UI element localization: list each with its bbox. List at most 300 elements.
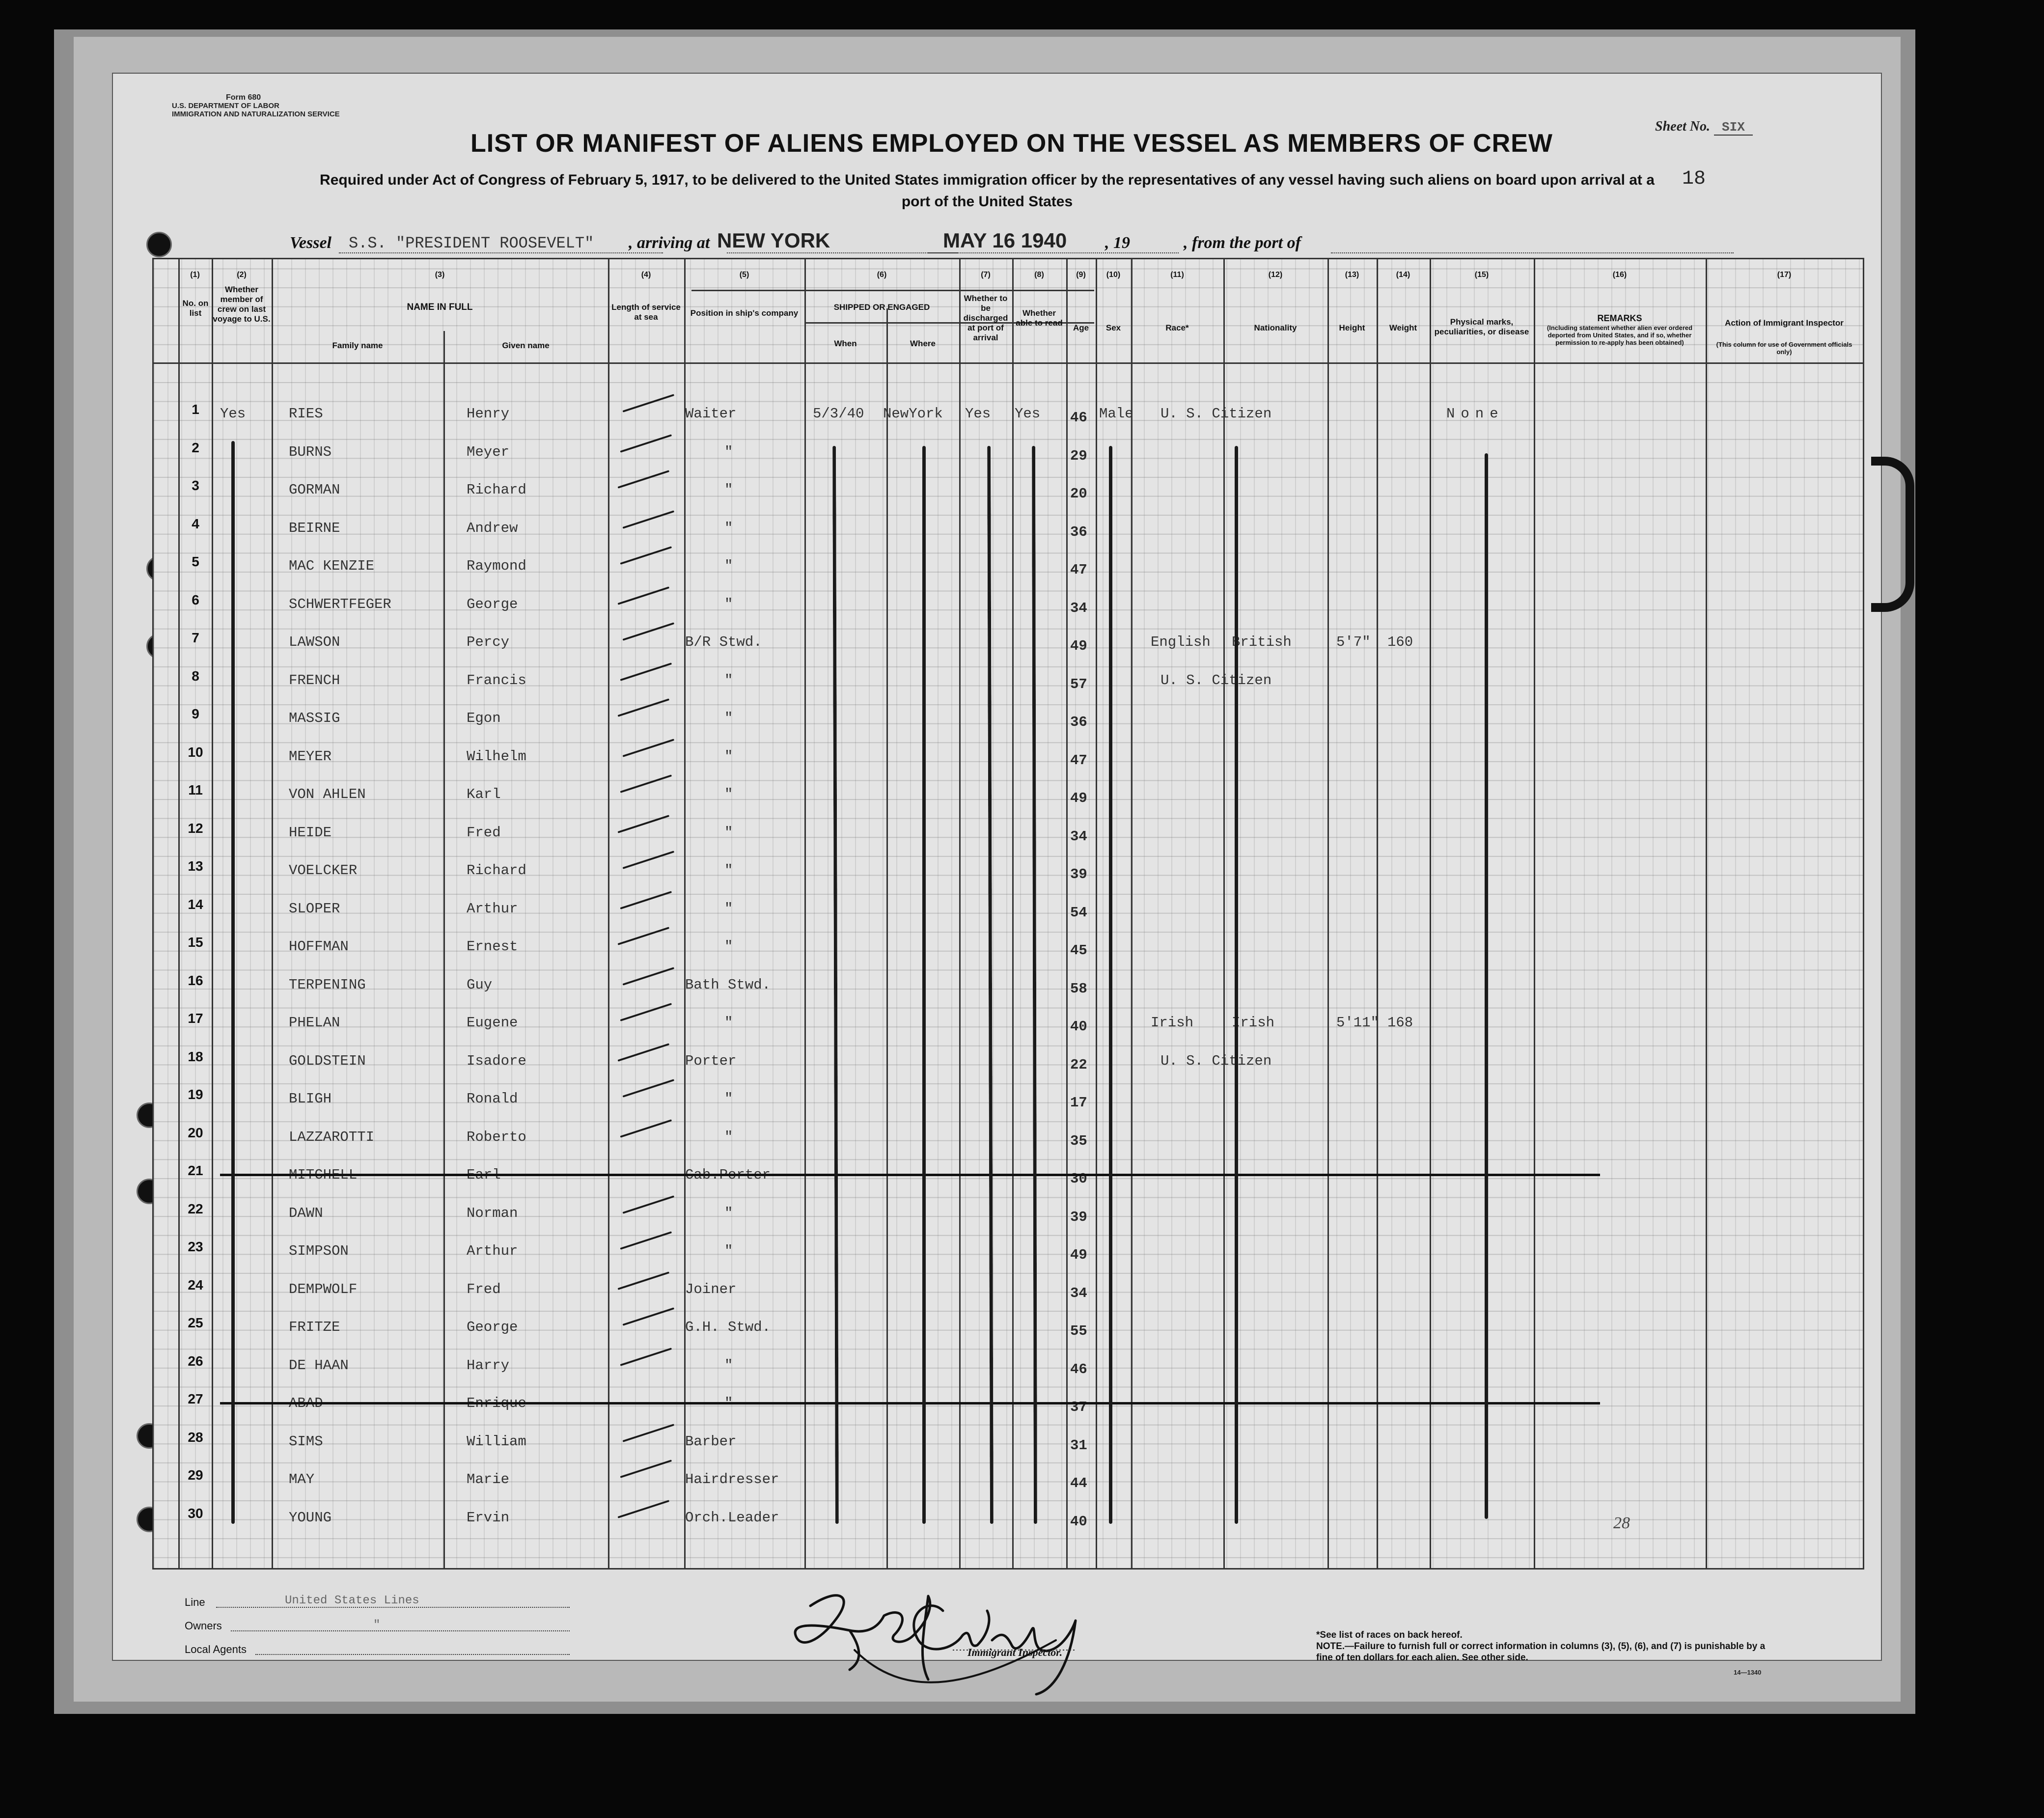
age: 30 — [1070, 1171, 1087, 1187]
family-name: SLOPER — [289, 900, 340, 917]
form-number: Form 680 — [226, 93, 261, 102]
ditto-line-voyage — [231, 441, 235, 1524]
col17-number: (17) — [1777, 271, 1792, 279]
age: 54 — [1070, 904, 1087, 921]
given-name: Isadore — [467, 1052, 526, 1069]
row-strikethrough — [220, 1402, 1600, 1405]
given-name: Fred — [467, 824, 501, 841]
family-name: MITCHELL — [289, 1167, 358, 1183]
race: U. S. Citizen — [1160, 672, 1272, 689]
column-divider — [443, 331, 445, 1568]
position: " — [724, 482, 733, 498]
family-name: DEMPWOLF — [289, 1281, 358, 1297]
service: IMMIGRATION AND NATURALIZATION SERVICE — [172, 110, 340, 118]
position: G.H. Stwd. — [685, 1319, 771, 1335]
year-label: , 19 — [1105, 234, 1130, 252]
column-divider — [178, 259, 180, 1568]
inspector-signature — [781, 1576, 1095, 1704]
col2-number: (2) — [237, 271, 247, 279]
col5-number: (5) — [739, 271, 749, 279]
age: 44 — [1070, 1475, 1087, 1491]
race: U. S. Citizen — [1160, 406, 1272, 422]
page-number: 18 — [1682, 168, 1706, 190]
family-name: GOLDSTEIN — [289, 1052, 366, 1069]
column-divider — [959, 259, 961, 1568]
family-name: PHELAN — [289, 1015, 340, 1031]
position: Porter — [685, 1052, 737, 1069]
column-divider — [1706, 259, 1707, 1568]
position: " — [724, 1091, 733, 1107]
position: " — [724, 938, 733, 955]
given-name: Enrique — [467, 1395, 526, 1411]
row-number: 15 — [188, 935, 203, 950]
row-number: 21 — [188, 1163, 203, 1178]
family-name: LAZZAROTTI — [289, 1129, 375, 1145]
given-name: George — [467, 1319, 518, 1335]
position: " — [724, 824, 733, 841]
service-tick-mark — [620, 546, 672, 565]
position: Waiter — [685, 406, 737, 422]
position: " — [724, 596, 733, 612]
position: Hairdresser — [685, 1471, 779, 1487]
service-tick-mark — [617, 1271, 669, 1290]
col3-family-header: Family name — [332, 341, 383, 350]
arrival-port: NEW YORK — [717, 229, 830, 252]
service-tick-mark — [617, 698, 669, 717]
penalty-note: NOTE.—Failure to furnish full or correct information in columns (3), (5), (6), and (7) is punishable by a fine of ten dollars for each alien. See other side. — [1316, 1641, 1766, 1663]
col16-header: REMARKS — [1597, 313, 1642, 323]
col6-where-header: Where — [910, 339, 936, 348]
row-number: 30 — [188, 1505, 203, 1521]
family-name: LAWSON — [289, 634, 340, 650]
service-tick-mark — [622, 1079, 674, 1098]
service-tick-mark — [617, 1500, 669, 1518]
given-name: Eugene — [467, 1015, 518, 1031]
family-name: DAWN — [289, 1205, 323, 1221]
col8-number: (8) — [1034, 271, 1044, 279]
age: 49 — [1070, 790, 1087, 806]
vessel-line — [290, 226, 1763, 255]
height: 5'11" — [1336, 1015, 1380, 1031]
position: " — [724, 1243, 733, 1259]
ditto-line-marks — [1485, 453, 1488, 1519]
family-name: BLIGH — [289, 1091, 332, 1107]
given-name: Earl — [467, 1167, 501, 1183]
shipped-when: 5/3/40 — [813, 406, 864, 422]
given-name: Guy — [467, 976, 493, 993]
family-name: MASSIG — [289, 710, 340, 726]
given-name: Marie — [467, 1471, 510, 1487]
family-name: TERPENING — [289, 976, 366, 993]
manifest-table — [152, 258, 1864, 1570]
nationality: Irish — [1232, 1015, 1275, 1031]
given-name: Wilhelm — [467, 748, 526, 765]
row-number: 9 — [192, 706, 199, 721]
row-number: 13 — [188, 858, 203, 874]
position: Barber — [685, 1433, 737, 1450]
form-identifier — [172, 93, 340, 118]
col9-number: (9) — [1076, 271, 1086, 279]
col12-number: (12) — [1268, 271, 1283, 279]
col16-note: (Including statement whether alien ever ordered deported from United States, and if so, whether permission to re-apply has been obtained) — [1547, 324, 1693, 346]
given-name: Roberto — [467, 1129, 526, 1145]
physical-marks: None — [1446, 406, 1504, 422]
row-number: 1 — [192, 402, 199, 417]
age: 46 — [1070, 410, 1087, 426]
col5-header: Position in ship's company — [690, 308, 799, 318]
ditto-line-sex — [1109, 446, 1112, 1524]
age: 40 — [1070, 1019, 1087, 1035]
port-line — [727, 252, 958, 253]
col7-number: (7) — [981, 271, 991, 279]
owners-value: " — [373, 1619, 381, 1632]
given-name: Arthur — [467, 1243, 518, 1259]
position: " — [724, 558, 733, 574]
position: " — [724, 710, 733, 726]
position: " — [724, 520, 733, 536]
col12-header: Nationality — [1254, 323, 1297, 332]
row-number: 22 — [188, 1201, 203, 1216]
service-tick-mark — [617, 927, 669, 945]
sheet-value: SIX — [1714, 120, 1753, 136]
position: " — [724, 786, 733, 802]
column-divider — [272, 259, 273, 1568]
column-divider — [608, 259, 609, 1568]
column-divider — [1327, 259, 1329, 1568]
column-divider — [212, 259, 213, 1568]
age: 39 — [1070, 866, 1087, 882]
family-name: GORMAN — [289, 482, 340, 498]
col7-header: Whether to be discharged at port of arrival — [963, 294, 1008, 342]
col10-number: (10) — [1106, 271, 1121, 279]
footer-note — [1316, 1629, 1773, 1663]
age: 36 — [1070, 714, 1087, 730]
age: 29 — [1070, 447, 1087, 464]
year-line — [1134, 252, 1179, 253]
row-number: 16 — [188, 972, 203, 988]
row-number: 27 — [188, 1391, 203, 1406]
age: 37 — [1070, 1399, 1087, 1415]
family-name: DE HAAN — [289, 1357, 349, 1374]
service-tick-mark — [622, 510, 674, 529]
family-name: VON AHLEN — [289, 786, 366, 802]
line-value: United States Lines — [285, 1594, 419, 1607]
vessel-name: S.S. "PRESIDENT ROOSEVELT" — [349, 234, 594, 252]
race: English — [1151, 634, 1211, 650]
service-tick-mark — [620, 662, 672, 681]
age: 49 — [1070, 638, 1087, 654]
ditto-line-read — [1032, 446, 1037, 1524]
position: " — [724, 1015, 733, 1031]
service-tick-mark — [620, 1119, 672, 1138]
service-tick-mark — [617, 586, 669, 605]
position: " — [724, 1129, 733, 1145]
binder-clip — [1871, 457, 1914, 612]
col10-header: Sex — [1105, 323, 1121, 332]
col17-header: Action of Immigrant Inspector — [1725, 318, 1844, 328]
age: 49 — [1070, 1247, 1087, 1263]
service-tick-mark — [620, 891, 672, 909]
race: Irish — [1151, 1015, 1194, 1031]
voyage-cell: Yes — [220, 406, 246, 422]
service-tick-mark — [620, 1231, 672, 1250]
arriving-label: , arriving at — [629, 234, 710, 252]
row-number: 12 — [188, 820, 203, 836]
given-name: George — [467, 596, 518, 612]
service-tick-mark — [620, 434, 672, 453]
age: 57 — [1070, 676, 1087, 692]
column-divider — [1131, 259, 1132, 1568]
sheet-number — [1655, 119, 1753, 135]
service-tick-mark — [617, 1043, 669, 1062]
family-name: FRITZE — [289, 1319, 340, 1335]
position: " — [724, 1205, 733, 1221]
column-divider — [1377, 259, 1378, 1568]
family-name: ABAD — [289, 1395, 323, 1411]
position: Joiner — [685, 1281, 737, 1297]
row-number: 8 — [192, 668, 199, 684]
given-name: Egon — [467, 710, 501, 726]
handwritten-count: 28 — [1613, 1514, 1630, 1532]
service-tick-mark — [622, 851, 674, 869]
position: B/R Stwd. — [685, 634, 762, 650]
row-number: 11 — [188, 782, 203, 798]
ditto-line-discharged — [987, 446, 994, 1524]
service-tick-mark — [622, 1195, 674, 1214]
subtitle-line1: Required under Act of Congress of February 5, 1917, to be delivered to the United States immigration officer by the representatives of any vessel having such aliens on board upon arrival at a — [320, 172, 1655, 188]
ditto-line-when — [832, 446, 839, 1524]
inspector-caption: Immigrant Inspector. — [967, 1646, 1063, 1658]
row-number: 3 — [192, 478, 199, 493]
row-number: 7 — [192, 630, 199, 645]
age: 34 — [1070, 1285, 1087, 1301]
col6-header: SHIPPED OR ENGAGED — [833, 303, 930, 312]
ditto-line-race — [1235, 446, 1238, 1524]
department: U.S. DEPARTMENT OF LABOR — [172, 102, 279, 110]
row-number: 2 — [192, 440, 199, 455]
age: 34 — [1070, 600, 1087, 616]
age: 39 — [1070, 1209, 1087, 1225]
age: 58 — [1070, 980, 1087, 997]
given-name: Ervin — [467, 1509, 510, 1526]
service-tick-mark — [617, 470, 669, 489]
column-divider — [1012, 259, 1014, 1568]
column-divider — [684, 259, 686, 1568]
vessel-name-line — [339, 252, 663, 253]
service-tick-mark — [622, 739, 674, 757]
age: 36 — [1070, 523, 1087, 540]
row-number: 10 — [188, 744, 203, 760]
header-rule — [154, 362, 1863, 364]
service-tick-mark — [620, 1460, 672, 1478]
arrival-date: MAY 16 1940 — [943, 229, 1067, 252]
family-name: YOUNG — [289, 1509, 332, 1526]
given-name: Richard — [467, 862, 526, 879]
age: 22 — [1070, 1056, 1087, 1073]
col15-number: (15) — [1474, 271, 1489, 279]
col4-header: Length of service at sea — [611, 303, 681, 322]
position: " — [724, 900, 733, 917]
col15-header: Physical marks, peculiarities, or disease — [1434, 317, 1529, 336]
position: " — [724, 1395, 733, 1411]
given-name: Andrew — [467, 520, 518, 536]
col16-number: (16) — [1612, 271, 1627, 279]
from-port-line — [1331, 252, 1734, 253]
col1-header: No. on list — [182, 299, 209, 318]
col1-number: (1) — [190, 271, 200, 279]
col17-note: (This column for use of Government officials only) — [1716, 341, 1852, 356]
service-tick-mark — [620, 1348, 672, 1366]
row-number: 14 — [188, 896, 203, 912]
service-tick-mark — [622, 394, 674, 413]
row-number: 19 — [188, 1087, 203, 1102]
given-name: William — [467, 1433, 526, 1450]
family-name: MAC KENZIE — [289, 558, 375, 574]
age: 47 — [1070, 752, 1087, 769]
position: " — [724, 1357, 733, 1374]
col13-header: Height — [1339, 323, 1365, 332]
position: Bath Stwd. — [685, 976, 771, 993]
age: 31 — [1070, 1437, 1087, 1454]
position: " — [724, 748, 733, 765]
col11-header: Race* — [1165, 323, 1189, 332]
family-name: SIMPSON — [289, 1243, 349, 1259]
age: 34 — [1070, 828, 1087, 845]
col8-header: Whether able to read — [1016, 308, 1063, 328]
row-number: 20 — [188, 1125, 203, 1140]
col14-header: Weight — [1389, 323, 1417, 332]
nationality: British — [1232, 634, 1292, 650]
weight: 160 — [1387, 634, 1413, 650]
page-title: LIST OR MANIFEST OF ALIENS EMPLOYED ON THE VESSEL AS MEMBERS OF CREW — [470, 129, 1553, 158]
local-agents-label: Local Agents — [185, 1643, 247, 1655]
height: 5'7" — [1336, 634, 1371, 650]
line-label: Line — [185, 1596, 205, 1608]
column-divider — [886, 308, 888, 1568]
age: 47 — [1070, 562, 1087, 578]
age: 35 — [1070, 1132, 1087, 1149]
given-name: Norman — [467, 1205, 518, 1221]
subtitle-line2: port of the United States — [901, 193, 1073, 210]
given-name: Raymond — [467, 558, 526, 574]
col13-number: (13) — [1345, 271, 1359, 279]
family-name: SCHWERTFEGER — [289, 596, 391, 612]
service-tick-mark — [620, 1003, 672, 1021]
family-name: BURNS — [289, 443, 332, 460]
given-name: Fred — [467, 1281, 501, 1297]
given-name: Harry — [467, 1357, 510, 1374]
given-name: Ronald — [467, 1091, 518, 1107]
col9-header: Age — [1073, 323, 1089, 332]
row-number: 25 — [188, 1315, 203, 1330]
family-name: VOELCKER — [289, 862, 358, 879]
given-name: Ernest — [467, 938, 518, 955]
family-name: RIES — [289, 406, 323, 422]
family-name: MAY — [289, 1471, 315, 1487]
able-to-read: Yes — [1015, 406, 1041, 422]
age: 20 — [1070, 486, 1087, 502]
col14-number: (14) — [1396, 271, 1410, 279]
weight: 168 — [1387, 1015, 1413, 1031]
given-name: Richard — [467, 482, 526, 498]
col2-header: Whether member of crew on last voyage to U.S. — [213, 285, 271, 324]
row-number: 6 — [192, 592, 199, 607]
row-number: 5 — [192, 554, 199, 569]
given-name: Karl — [467, 786, 501, 802]
service-tick-mark — [617, 815, 669, 833]
given-name: Meyer — [467, 443, 510, 460]
owners-label: Owners — [185, 1620, 222, 1632]
header-rule — [691, 290, 1094, 291]
age: 40 — [1070, 1513, 1087, 1530]
from-port-label: , from the port of — [1184, 234, 1301, 252]
shipped-where: NewYork — [883, 406, 943, 422]
position: " — [724, 443, 733, 460]
age: 55 — [1070, 1323, 1087, 1339]
service-tick-mark — [622, 1307, 674, 1326]
subtitle — [206, 169, 1768, 213]
form-code: 14—1340 — [1734, 1669, 1762, 1676]
column-divider — [804, 259, 806, 1568]
position: Orch.Leader — [685, 1509, 779, 1526]
row-strikethrough — [220, 1174, 1600, 1176]
col11-number: (11) — [1170, 271, 1184, 279]
service-tick-mark — [622, 622, 674, 641]
row-number: 29 — [188, 1467, 203, 1483]
col3-given-header: Given name — [502, 341, 550, 350]
sheet-label: Sheet No. — [1655, 119, 1710, 134]
position: " — [724, 862, 733, 879]
col6-number: (6) — [877, 271, 887, 279]
given-name: Henry — [467, 406, 510, 422]
column-divider — [1096, 259, 1097, 1568]
race-note: *See list of races on back hereof. — [1316, 1630, 1463, 1640]
position: Cab.Porter — [685, 1167, 771, 1183]
column-divider — [1066, 259, 1068, 1568]
row-number: 24 — [188, 1277, 203, 1293]
column-divider — [1430, 259, 1431, 1568]
service-tick-mark — [620, 774, 672, 793]
given-name: Percy — [467, 634, 510, 650]
row-number: 18 — [188, 1048, 203, 1064]
col3-header: NAME IN FULL — [407, 302, 473, 312]
column-divider — [1223, 259, 1225, 1568]
given-name: Arthur — [467, 900, 518, 917]
col3-number: (3) — [435, 271, 445, 279]
owners-field — [231, 1630, 570, 1631]
punch-hole-icon — [146, 232, 172, 257]
age: 45 — [1070, 942, 1087, 959]
family-name: FRENCH — [289, 672, 340, 689]
family-name: SIMS — [289, 1433, 323, 1450]
vessel-label: Vessel — [290, 234, 331, 252]
family-name: HOFFMAN — [289, 938, 349, 955]
local-agents-field — [255, 1654, 570, 1655]
row-number: 26 — [188, 1353, 203, 1369]
col6-when-header: When — [834, 339, 857, 348]
column-divider — [1534, 259, 1535, 1568]
given-name: Francis — [467, 672, 526, 689]
sex: Male — [1099, 406, 1133, 422]
discharged: Yes — [965, 406, 991, 422]
row-number: 23 — [188, 1239, 203, 1254]
race: U. S. Citizen — [1160, 1052, 1272, 1069]
row-number: 28 — [188, 1429, 203, 1445]
col4-number: (4) — [641, 271, 651, 279]
row-number: 17 — [188, 1011, 203, 1026]
age: 46 — [1070, 1361, 1087, 1377]
age: 17 — [1070, 1095, 1087, 1111]
